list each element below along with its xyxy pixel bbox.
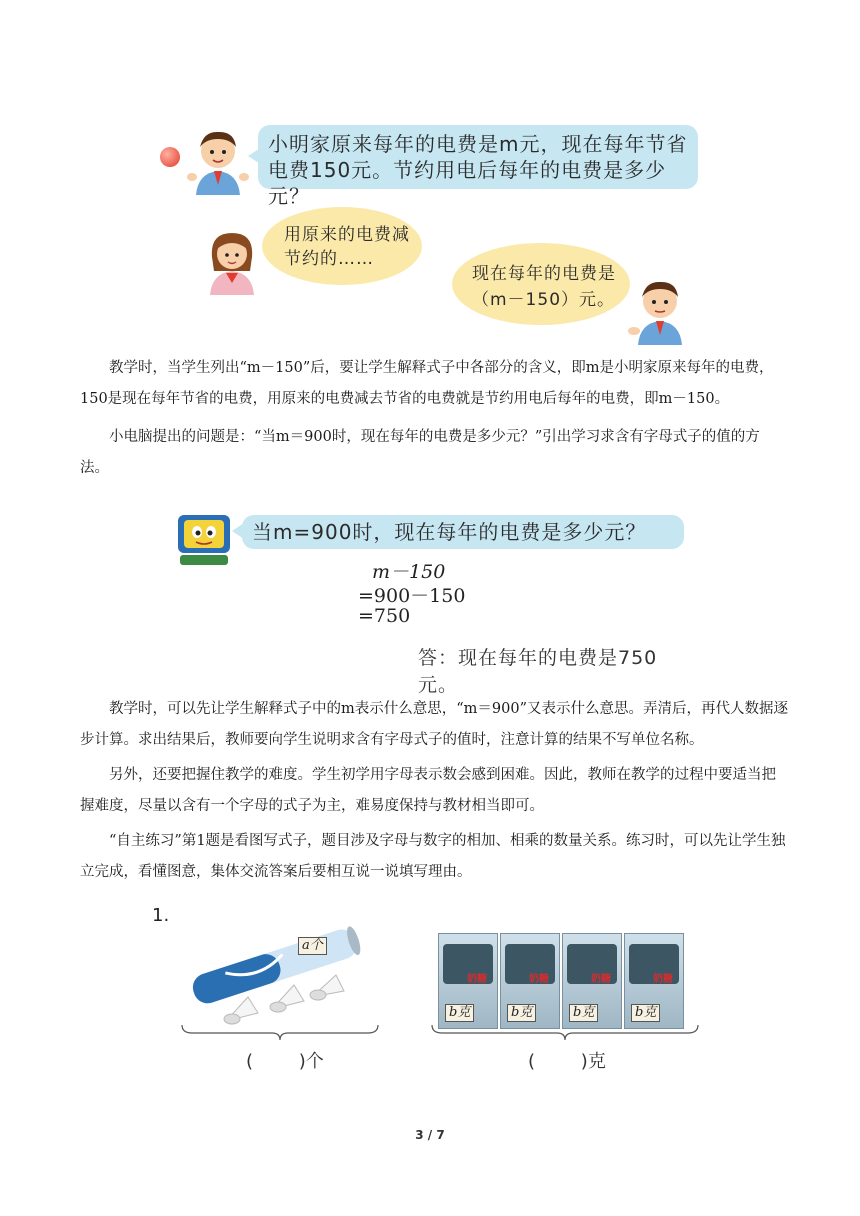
candy-bag-text: 奶糖 — [529, 974, 549, 985]
speech-boy-line1: 现在每年的电费是 — [472, 264, 616, 284]
speech-bubble-girl — [262, 207, 422, 285]
answer-text: 答：现在每年的电费是750元。 — [418, 647, 658, 696]
bag-blank: ( )克 — [528, 1051, 606, 1072]
candy-bag-label: b克 — [507, 1004, 536, 1022]
candy-bag — [438, 933, 498, 1029]
candy-bag-label: b克 — [631, 1004, 660, 1022]
exercise-1 — [150, 905, 710, 1085]
exercise-number: 1. — [152, 905, 170, 926]
paragraph-1: 教学时，当学生列出“m－150”后，要让学生解释式子中各部分的含义，即m是小明家原来每年的电费，150是现在每年节省的电费，用原来的电费减去节省的电费就是节约用电后每年的电费，即m－150。 — [80, 360, 774, 407]
bubble-tail — [232, 523, 244, 539]
candy-bag-text: 奶糖 — [653, 974, 673, 985]
paragraph-4: 另外，还要把握住教学的难度。学生初学用字母表示数会感到困难。因此，教师在教学的过程中要适当把握难度，尽量以含有一个字母的式子为主，难易度保持与教材相当即可。 — [80, 767, 776, 814]
girl-avatar-icon — [202, 227, 262, 295]
tube-blank: ( )个 — [246, 1051, 324, 1072]
calc-step-3: =750 — [358, 605, 411, 627]
speech-boy-line2: （m－150）元。 — [472, 290, 616, 310]
page-number: 3 / 7 — [415, 1128, 445, 1142]
bubble-tail — [248, 147, 262, 165]
calc-step-2: =900－150 — [358, 585, 466, 607]
computer-mascot-icon — [174, 511, 234, 567]
speech-bubble-boy — [452, 243, 630, 325]
boy-avatar-icon — [186, 125, 250, 195]
candy-bag — [500, 933, 560, 1029]
ball-icon — [160, 147, 180, 167]
candy-bag — [562, 933, 622, 1029]
speech-top-line2: 电费150元。节约用电后每年的电费是多少元？ — [268, 158, 667, 208]
brace-right — [430, 1023, 700, 1041]
calc-step-1: m－150 — [372, 561, 446, 583]
candy-bag-text: 奶糖 — [591, 974, 611, 985]
speech-girl-line2: 节约的…… — [284, 249, 374, 269]
boy-pointing-avatar-icon — [628, 275, 692, 345]
illustration-electricity — [150, 115, 710, 345]
speech-bubble-top — [258, 125, 698, 208]
illustration-computer — [170, 505, 690, 696]
paragraph-3: 教学时，可以先让学生解释式子中的m表示什么意思，“m＝900”又表示什么意思。弄清后，再代人数据逐步计算。求出结果后，教师要向学生说明求含有字母式子的值时，注意计算的结果不写单位名称。 — [80, 701, 788, 748]
brace-left — [180, 1023, 380, 1041]
candy-bag-text: 奶糖 — [467, 974, 487, 985]
speech-top-line1: 小明家原来每年的电费是m元，现在每年节省 — [268, 132, 688, 156]
candy-bag — [624, 933, 684, 1029]
paragraph-2: 小电脑提出的问题是：“当m＝900时，现在每年的电费是多少元？”引出学习求含有字母式子的值的方法。 — [80, 429, 760, 476]
tube-label: a个 — [298, 937, 327, 955]
speech-girl-line1: 用原来的电费减 — [284, 225, 410, 245]
shuttlecock-tube-icon — [186, 917, 366, 1027]
paragraph-5: “自主练习”第1题是看图写式子，题目涉及字母与数字的相加、相乘的数量关系。练习时，可以先让学生独立完成，看懂图意，集体交流答案后要相互说一说填写理由。 — [80, 833, 786, 880]
speech-bubble-computer: 当m=900时，现在每年的电费是多少元？ — [242, 515, 684, 549]
candy-bags — [438, 933, 694, 1029]
candy-bag-label: b克 — [569, 1004, 598, 1022]
candy-bag-label: b克 — [445, 1004, 474, 1022]
